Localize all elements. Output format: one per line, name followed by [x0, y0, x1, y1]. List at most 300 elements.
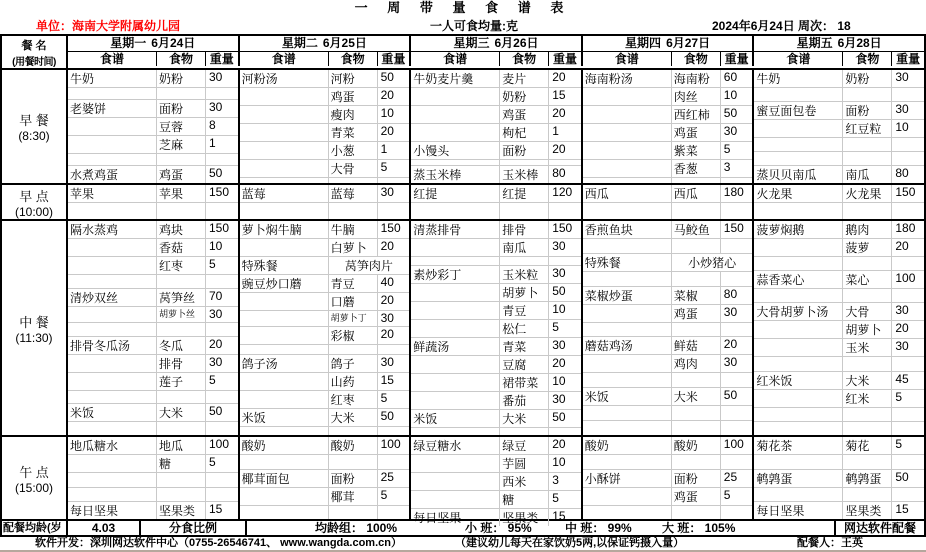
dish-cell — [411, 455, 500, 472]
dish-cell: 每日坚果 — [754, 502, 843, 519]
qty-cell: 5 — [380, 487, 388, 502]
dish-cell — [583, 106, 672, 123]
dish-cell — [68, 154, 157, 165]
qty-cell: 20 — [380, 293, 394, 307]
meal-time: (11:30) — [15, 330, 53, 345]
menu-line — [754, 501, 924, 519]
food-cell: 蓝莓 — [329, 185, 378, 202]
table-header — [2, 36, 924, 68]
qty-cell — [721, 406, 753, 420]
qty-cell: 30 — [723, 124, 738, 138]
dish-cell: 特殊餐 — [583, 254, 672, 271]
day-column-1 — [68, 70, 240, 183]
menu-line — [583, 304, 753, 322]
qty-cell: 100 — [380, 437, 401, 451]
qty-cell — [378, 455, 410, 469]
food-cell: 胡萝卜丁 — [329, 311, 378, 326]
dish-cell — [240, 203, 329, 219]
qty-cell — [549, 257, 581, 265]
food-cell — [843, 488, 892, 502]
dish-cell — [68, 373, 157, 390]
dish-cell — [411, 284, 500, 301]
dish-cell — [583, 305, 672, 322]
corner-line1: 餐 名 — [21, 40, 47, 52]
food-cell: 红提 — [500, 185, 549, 202]
dish-cell — [240, 391, 329, 408]
day-column-4 — [583, 185, 755, 219]
menu-line — [583, 159, 753, 177]
dish-cell: 清炒双丝 — [68, 289, 157, 306]
qty-cell — [721, 178, 753, 183]
qty-cell: 20 — [380, 239, 394, 253]
special-meal-value: 莴笋肉片 — [344, 259, 393, 273]
menu-line — [240, 70, 410, 87]
qty-cell: 10 — [552, 301, 566, 316]
dish-cell — [583, 323, 672, 337]
food-cell: 红枣 — [329, 391, 378, 408]
dish-cell: 火龙果 — [754, 185, 843, 202]
food-cell: 玉米 — [843, 339, 892, 356]
dish-cell — [754, 203, 843, 219]
menu-line — [411, 319, 581, 337]
food-cell: 菊花 — [843, 437, 892, 454]
qty-cell — [892, 88, 924, 101]
menu-line — [240, 185, 410, 202]
food-cell: 排骨 — [157, 355, 206, 372]
subheader-recipe: 食谱 — [583, 52, 672, 66]
qty-cell: 10 — [380, 106, 394, 120]
day-column-4 — [583, 70, 755, 183]
qty-cell — [378, 506, 410, 520]
dish-cell: 米饭 — [240, 409, 329, 426]
dish-cell: 蜜豆面包卷 — [754, 102, 843, 119]
dish-cell — [754, 488, 843, 502]
dish-cell — [68, 355, 157, 372]
qty-cell — [892, 152, 924, 165]
dish-cell: 清蒸排骨 — [411, 221, 500, 238]
day-column-2 — [240, 221, 412, 435]
qty-cell: 50 — [552, 283, 566, 298]
food-cell: 莴笋丝 — [157, 289, 206, 306]
menu-line — [583, 322, 753, 337]
qty-cell: 50 — [209, 166, 223, 180]
dish-cell — [583, 355, 672, 372]
dish-cell — [411, 257, 500, 265]
qty-cell — [549, 428, 581, 436]
dish-cell: 每日坚果 — [411, 509, 500, 526]
menu-line — [411, 141, 581, 159]
qty-cell: 20 — [895, 239, 909, 253]
qty-cell — [721, 203, 753, 219]
menu-line — [68, 421, 238, 435]
food-cell — [843, 422, 892, 435]
menu-line — [583, 420, 753, 435]
food-cell — [672, 455, 721, 469]
info-row — [0, 15, 926, 34]
day-column-2 — [240, 70, 412, 183]
menu-line — [68, 117, 238, 135]
food-cell — [329, 345, 378, 354]
menu-line — [754, 320, 924, 338]
food-cell: 面粉 — [157, 100, 206, 117]
qty-cell: 30 — [552, 265, 566, 280]
qty-cell: 100 — [723, 437, 744, 451]
dish-cell: 海南粉汤 — [583, 70, 672, 87]
food-cell: 鸡蛋 — [329, 88, 378, 105]
day-column-1 — [68, 221, 240, 435]
menu-line — [583, 454, 753, 469]
menu-line — [583, 271, 753, 286]
menu-line — [68, 372, 238, 390]
food-cell — [843, 408, 892, 421]
food-cell: 南瓜 — [500, 239, 549, 256]
qty-cell — [378, 203, 410, 219]
menu-line — [68, 165, 238, 183]
meal-label — [2, 221, 68, 435]
meal-row-2 — [2, 183, 924, 219]
menu-line — [583, 405, 753, 420]
corner-cell — [2, 36, 68, 68]
qty-cell — [892, 357, 924, 370]
qty-cell: 15 — [895, 502, 909, 516]
menu-line — [754, 270, 924, 288]
unit-name: 单位：海南大学附属幼儿园 — [36, 19, 181, 33]
dish-cell — [411, 392, 500, 409]
qty-cell: 15 — [380, 372, 394, 387]
dish-cell: 蘑菇鸡汤 — [583, 337, 672, 354]
menu-line — [240, 238, 410, 256]
meal-days — [68, 221, 924, 435]
food-cell: 红豆粒 — [843, 120, 892, 137]
dish-cell — [583, 160, 672, 177]
dish-cell — [754, 357, 843, 370]
menu-line — [754, 185, 924, 202]
food-cell: 牛腩 — [329, 221, 378, 238]
food-cell: 酸奶 — [672, 437, 721, 454]
food-cell — [843, 152, 892, 165]
menu-line — [240, 87, 410, 105]
qty-cell: 1 — [209, 136, 216, 150]
menu-line — [240, 326, 410, 344]
food-cell: 芝麻 — [157, 136, 206, 153]
food-cell: 红枣 — [157, 257, 206, 274]
subheader-group-5 — [754, 52, 924, 66]
food-cell: 红米 — [843, 390, 892, 407]
dish-cell — [68, 275, 157, 288]
dish-cell — [240, 311, 329, 326]
qty-cell: 150 — [723, 221, 744, 235]
subheader-qty: 重量 — [381, 52, 406, 66]
food-cell: 鸡蛋 — [500, 106, 549, 123]
menu-line — [583, 87, 753, 105]
qty-cell: 50 — [723, 388, 738, 403]
qty-cell: 15 — [209, 502, 223, 516]
qty-cell: 180 — [723, 185, 744, 199]
food-cell: 白萝卜 — [329, 239, 378, 256]
food-cell — [500, 203, 549, 219]
qty-cell: 150 — [209, 221, 230, 235]
menu-line — [240, 354, 410, 372]
dish-cell: 菠萝焖鹅 — [754, 221, 843, 238]
dish-cell — [754, 257, 843, 270]
dish-cell: 小酥饼 — [583, 470, 672, 487]
qty-cell — [892, 488, 924, 502]
dish-cell — [754, 88, 843, 101]
menu-line — [411, 337, 581, 355]
menu-line — [583, 185, 753, 202]
day-label: 星期三 — [453, 36, 490, 50]
menu-line — [240, 372, 410, 390]
food-cell — [329, 506, 378, 520]
dish-cell — [68, 455, 157, 472]
dish-cell: 米饭 — [411, 410, 500, 427]
menu-line — [583, 202, 753, 219]
dish-cell — [754, 408, 843, 421]
food-cell — [157, 323, 206, 336]
menu-line — [68, 390, 238, 404]
day-label: 星期二 — [281, 36, 318, 50]
qty-cell — [892, 257, 924, 270]
subheader-group-1 — [68, 52, 240, 66]
menu-line — [68, 354, 238, 372]
meal-name: 中 餐 — [19, 314, 49, 330]
food-cell: 胡萝卜丝 — [157, 307, 206, 322]
dish-cell — [411, 320, 500, 337]
menu-line — [68, 99, 238, 117]
menu-line — [411, 437, 581, 454]
food-cell — [500, 257, 549, 265]
dish-cell — [583, 142, 672, 159]
day-column-2 — [240, 437, 412, 519]
meal-time: (15:00) — [14, 480, 54, 495]
food-cell: 苹果 — [157, 185, 206, 202]
food-cell: 鸡肉 — [672, 355, 721, 372]
qty-cell — [206, 275, 238, 288]
menu-line — [240, 505, 410, 520]
qty-cell — [206, 154, 238, 165]
dish-cell: 蓝莓 — [240, 185, 329, 202]
food-cell — [157, 154, 206, 165]
menu-line — [583, 123, 753, 141]
food-cell: 糖 — [500, 491, 549, 508]
meal-row-4 — [2, 435, 924, 525]
menu-line — [411, 454, 581, 472]
menu-line — [68, 437, 238, 454]
menu-line — [583, 177, 753, 183]
menu-line — [411, 283, 581, 301]
dish-cell: 绿豆糖水 — [411, 437, 500, 454]
qty-cell: 5 — [380, 160, 388, 174]
food-cell: 河粉 — [329, 70, 378, 87]
food-cell — [157, 422, 206, 435]
food-cell — [157, 275, 206, 288]
qty-cell: 30 — [209, 100, 223, 114]
date-and-week: 2024年6月24日 周次： 18 — [712, 19, 851, 33]
meal-rows — [2, 68, 924, 525]
day-column-4 — [583, 437, 755, 519]
dish-cell: 苹果 — [68, 185, 157, 202]
dish-cell: 牛奶麦片羹 — [411, 70, 500, 87]
dish-cell — [240, 88, 329, 105]
food-cell — [157, 88, 206, 99]
menu-line — [240, 177, 410, 183]
menu-line — [68, 322, 238, 336]
food-cell: 枸杞 — [500, 124, 549, 141]
dish-cell — [240, 506, 329, 520]
dish-cell — [754, 289, 843, 302]
dish-cell: 排骨冬瓜汤 — [68, 337, 157, 354]
dish-cell — [240, 142, 329, 159]
qty-cell: 5 — [723, 142, 731, 156]
qty-cell: 15 — [552, 88, 566, 102]
food-cell: 青豆 — [500, 302, 549, 319]
dish-cell — [754, 120, 843, 137]
menu-line — [583, 238, 753, 253]
menu-line — [754, 302, 924, 320]
age-group-percent: 均龄组： 100% — [314, 521, 398, 535]
dish-cell — [583, 203, 672, 219]
qty-cell: 3 — [723, 160, 731, 174]
food-cell — [843, 455, 892, 469]
qty-cell: 15 — [552, 509, 566, 523]
food-cell: 菜心 — [843, 271, 892, 288]
day-date: 6月24日 — [151, 36, 196, 50]
subheader-food: 食物 — [157, 52, 206, 66]
food-cell — [672, 323, 721, 337]
food-cell: 南瓜 — [843, 166, 892, 183]
dish-cell: 红米饭 — [754, 372, 843, 389]
middle-class-percent: 中 班： 99% — [565, 521, 632, 535]
dish-cell — [754, 152, 843, 165]
food-cell — [157, 391, 206, 404]
dish-cell — [411, 428, 500, 436]
menu-line — [754, 202, 924, 219]
menu-line — [583, 469, 753, 487]
food-cell: 西米 — [500, 473, 549, 490]
qty-cell: 25 — [723, 469, 738, 484]
menu-line — [411, 87, 581, 105]
small-class-percent: 小 班： 95% — [465, 521, 532, 535]
food-cell: 鲜菇 — [672, 337, 721, 354]
subheader-food: 食物 — [672, 52, 721, 66]
qty-cell: 60 — [723, 70, 738, 84]
qty-cell — [892, 455, 924, 469]
qty-cell: 120 — [552, 185, 573, 199]
dish-cell: 蒸贝贝南瓜 — [754, 166, 843, 183]
food-cell: 青豆 — [329, 275, 378, 292]
menu-line — [411, 238, 581, 256]
menu-line — [583, 387, 753, 405]
food-cell: 豆蓉 — [157, 118, 206, 135]
qty-cell — [721, 421, 753, 435]
food-cell — [843, 289, 892, 302]
dish-cell — [240, 373, 329, 390]
qty-cell: 5 — [209, 257, 216, 271]
day-column-5 — [754, 221, 924, 435]
dish-cell — [411, 356, 500, 373]
dish-cell — [583, 124, 672, 141]
meal-time: (10:00) — [14, 204, 54, 219]
qty-cell: 80 — [552, 166, 566, 180]
menu-line — [411, 409, 581, 427]
food-cell — [843, 88, 892, 101]
day-header-3 — [411, 36, 583, 51]
dish-cell: 蒜香菜心 — [754, 271, 843, 288]
menu-line — [240, 426, 410, 436]
qty-cell: 30 — [209, 306, 223, 321]
food-cell: 排骨 — [500, 221, 549, 238]
qty-cell: 20 — [552, 70, 566, 84]
avg-age-value: 4.03 — [68, 521, 141, 535]
menu-line — [240, 292, 410, 310]
food-cell — [157, 473, 206, 487]
qty-cell — [721, 506, 753, 520]
food-cell: 彩椒 — [329, 327, 378, 344]
menu-line — [411, 221, 581, 238]
day-label: 星期五 — [796, 36, 833, 50]
dish-cell: 水煮鸡蛋 — [68, 166, 157, 183]
menu-line — [411, 185, 581, 202]
food-cell: 青菜 — [329, 124, 378, 141]
milk-advice: （建议幼儿每天在家饮奶5两,以保证钙摄入量） — [455, 537, 685, 549]
food-cell: 大米 — [843, 372, 892, 389]
menu-line — [240, 344, 410, 354]
developer-credit: 软件开发：深圳网达软件中心（0755-26546741、 www.wangda.com.cn） — [35, 537, 402, 549]
qty-cell: 3 — [552, 473, 559, 487]
food-cell: 莲子 — [157, 373, 206, 390]
food-cell: 裙带菜 — [500, 374, 549, 391]
qty-cell: 30 — [723, 304, 738, 319]
qty-cell — [721, 272, 753, 286]
menu-line — [411, 256, 581, 265]
menu-line — [240, 221, 410, 238]
menu-line — [754, 389, 924, 407]
qty-cell: 30 — [895, 70, 909, 84]
menu-line — [68, 238, 238, 256]
menu-line — [240, 105, 410, 123]
menu-line — [240, 310, 410, 326]
day-column-3 — [411, 185, 583, 219]
menu-line — [68, 454, 238, 472]
food-cell: 菠萝 — [843, 239, 892, 256]
food-cell: 番茄 — [500, 392, 549, 409]
food-cell — [672, 272, 721, 286]
dish-cell — [68, 422, 157, 435]
qty-cell: 30 — [895, 339, 909, 354]
subheader-food: 食物 — [500, 52, 549, 66]
food-cell: 鹅肉 — [843, 221, 892, 238]
dish-cell: 红提 — [411, 185, 500, 202]
menu-line — [68, 501, 238, 519]
day-column-1 — [68, 437, 240, 519]
food-cell — [672, 239, 721, 253]
menu-line — [68, 336, 238, 354]
menu-line — [583, 487, 753, 505]
dish-cell — [240, 160, 329, 177]
food-cell — [672, 406, 721, 420]
qty-cell: 30 — [209, 70, 223, 84]
day-header-row — [68, 36, 924, 51]
menu-line — [754, 137, 924, 151]
qty-cell: 5 — [380, 390, 388, 405]
qty-cell — [549, 203, 581, 219]
qty-cell: 10 — [552, 455, 566, 469]
meal-label — [2, 437, 68, 519]
menu-line — [411, 373, 581, 391]
day-header-2 — [240, 36, 412, 51]
dish-cell: 菜椒炒蛋 — [583, 287, 672, 304]
dish-cell: 老婆饼 — [68, 100, 157, 117]
